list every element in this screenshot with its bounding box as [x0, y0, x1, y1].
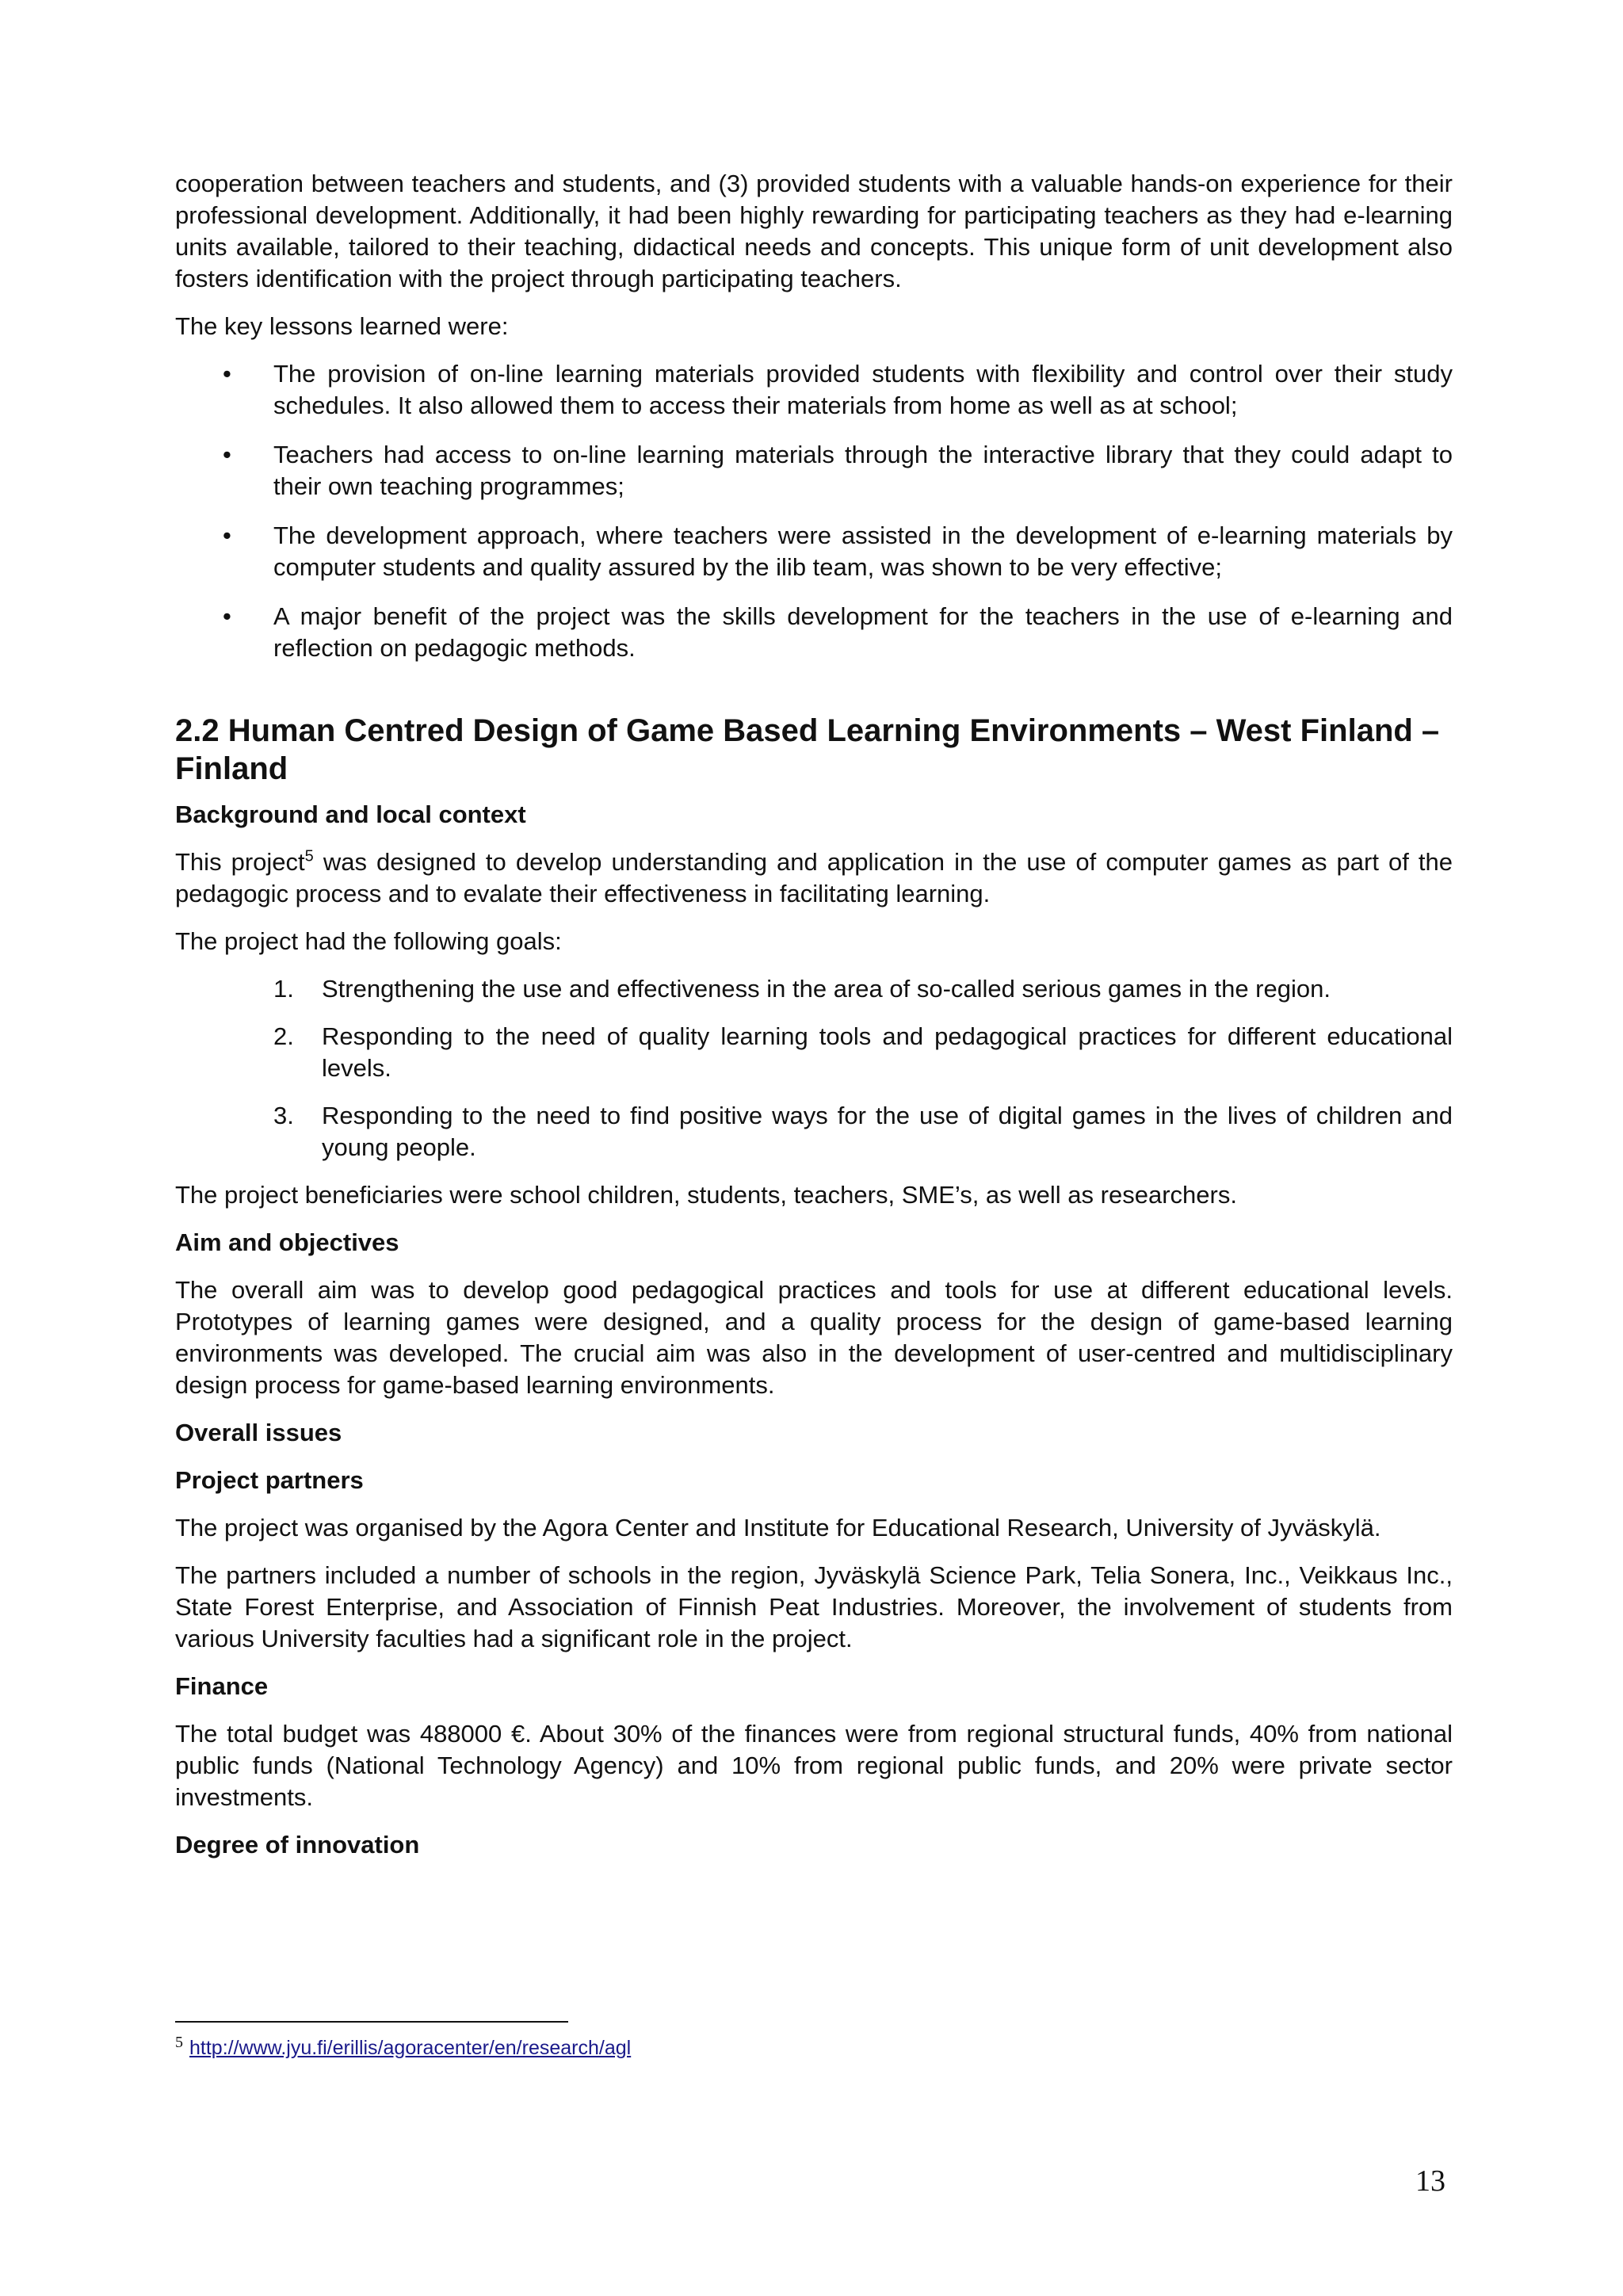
background-paragraph: This project$^5$ was designed to develop understanding and application in the use of computer games as part of the pedagogic process and to evalate their effectiveness in facilitating learning.: [175, 847, 1453, 907]
list-item: • A major benefit of the project was the skills development for the teachers in the use of e-learning and reflection on pedagogic methods.: [223, 602, 1453, 662]
list-item: • Teachers had access to on-line learning materials through the interactive library that they could adapt to their own teaching programmes;: [223, 441, 1453, 500]
aim-paragraph: The overall aim was to develop good pedagogical practices and tools for use at different educational levels. Prototypes of learning games were designed, and a quality process for the design of game-based learning environments was developed. The crucial aim was also in the development of user-centred and multidisciplinary design process for game-based learning environments.: [175, 1276, 1453, 1399]
bullet-icon: •: [223, 602, 231, 630]
partners-heading: Project partners: [175, 1466, 364, 1494]
list-item: • The provision of on-line learning materials provided students with flexibility and control over their study schedules. It also allowed them to access their materials from home as well as at school;: [223, 360, 1453, 419]
footnote: [175, 2035, 631, 2061]
list-item: • The development approach, where teachers were assisted in the development of e-learning materials by computer students and quality assured by the ilib team, was shown to be very effective;: [223, 521, 1453, 581]
page-content: [175, 168, 1453, 1877]
partners-paragraph-2: The partners included a number of schools in the region, Jyväskylä Science Park, Telia Sonera, Inc., Veikkaus Inc., State Forest Enterprise, and Association of Finnish Peat Industries. Moreover, the involvement of students from various University faculties had a significant role in the project.: [175, 1561, 1453, 1652]
footnote-reference[interactable]: 5: [304, 847, 314, 865]
footnote-divider: [175, 2021, 568, 2023]
lessons-intro: The key lessons learned were:: [175, 312, 509, 340]
goals-intro: The project had the following goals:: [175, 927, 562, 955]
bullet-icon: •: [223, 521, 231, 549]
finance-paragraph: The total budget was 488000 €. About 30% of the finances were from regional structural funds, 40% from national public funds (National Technology Agency) and 10% from regional public funds, and 20% were private sector investments.: [175, 1720, 1453, 1811]
bullet-icon: •: [223, 441, 231, 468]
goals-list: [175, 973, 1453, 1163]
list-item: 3. Responding to the need to find positive ways for the use of digital games in the lives of children and young people.: [273, 1102, 1453, 1161]
section-title: 2.2 Human Centred Design of Game Based Learning Environments – West Finland – Finland: [175, 713, 1440, 786]
page-number: 13: [1415, 2164, 1445, 2198]
beneficiaries-paragraph: The project beneficiaries were school children, students, teachers, SME’s, as well as researchers.: [175, 1181, 1237, 1209]
footnote-link[interactable]: http://www.jyu.fi/erillis/agoracenter/en/research/agl: [189, 2037, 632, 2059]
lessons-list: [175, 358, 1453, 664]
partners-paragraph-1: The project was organised by the Agora Center and Institute for Educational Research, University of Jyväskylä.: [175, 1514, 1381, 1541]
list-item: 1. Strengthening the use and effectiveness in the area of so-called serious games in the region.: [273, 975, 1331, 1003]
innovation-heading: Degree of innovation: [175, 1831, 420, 1859]
finance-heading: Finance: [175, 1672, 269, 1700]
list-item: 2. Responding to the need of quality learning tools and pedagogical practices for different educational levels.: [273, 1022, 1453, 1082]
aim-heading: Aim and objectives: [175, 1228, 399, 1256]
background-heading: Background and local context: [175, 800, 526, 828]
issues-heading: Overall issues: [175, 1419, 342, 1446]
intro-paragraph: cooperation between teachers and students, and (3) provided students with a valuable hands-on experience for their professional development. Additionally, it had been highly rewarding for participating teachers as they had e-learning units available, tailored to their teaching, didactical needs and concepts. This unique form of unit development also fosters identification with the project through participating teachers.: [175, 170, 1453, 292]
bullet-icon: •: [223, 360, 231, 388]
footnote-mark: 5: [175, 2033, 183, 2051]
